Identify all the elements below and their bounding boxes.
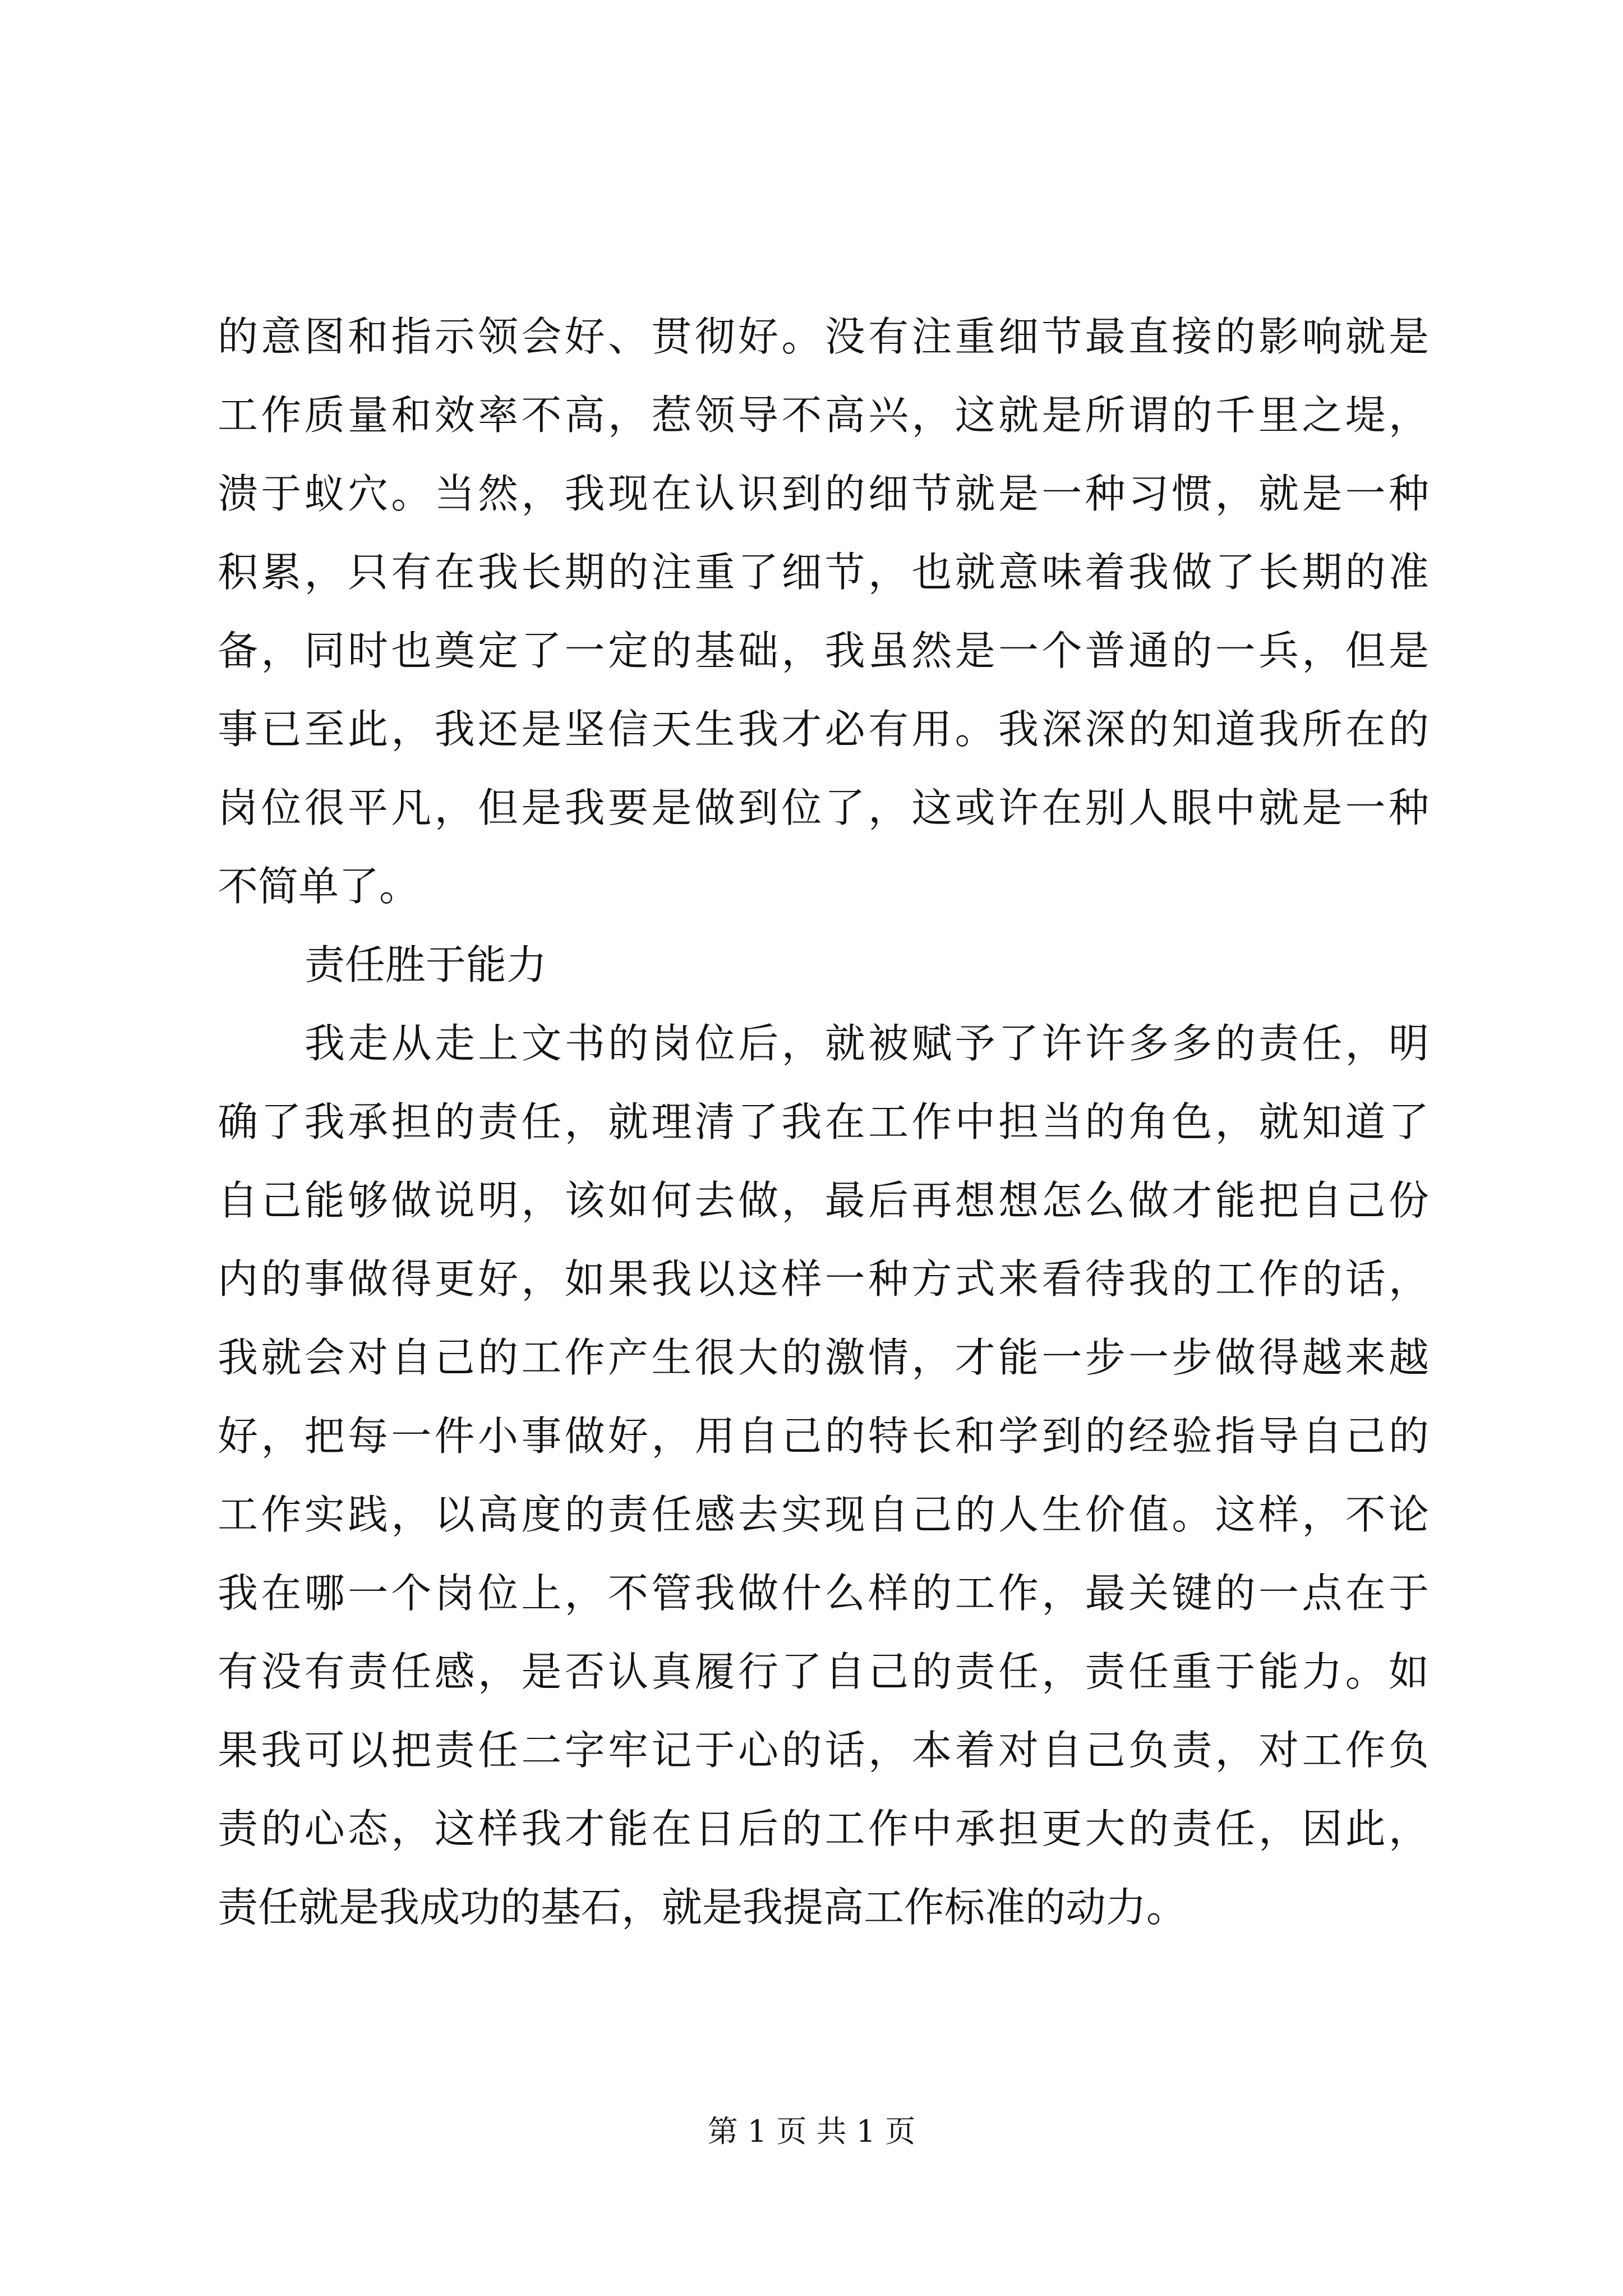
text-line-13: 内的事做得更好，如果我以这样一种方式来看待我的工作的话， xyxy=(218,1255,1429,1303)
text-line-6: 事已至此，我还是坚信天生我才必有用。我深深的知道我所在的 xyxy=(218,706,1429,753)
text-line-10: 我走从走上文书的岗位后，就被赋予了许许多多的责任，明 xyxy=(305,1020,1429,1067)
text-line-5: 备，同时也奠定了一定的基础，我虽然是一个普通的一兵，但是 xyxy=(218,627,1429,674)
text-line-7: 岗位很平凡，但是我要是做到位了，这或许在别人眼中就是一种 xyxy=(218,784,1429,831)
text-line-17: 我在哪一个岗位上，不管我做什么样的工作，最关键的一点在于 xyxy=(218,1570,1429,1617)
text-line-4: 积累，只有在我长期的注重了细节，也就意味着我做了长期的准 xyxy=(218,549,1429,596)
text-line-15: 好，把每一件小事做好，用自己的特长和学到的经验指导自己的 xyxy=(218,1412,1429,1460)
text-line-1: 的意图和指示领会好、贯彻好。没有注重细节最直接的影响就是 xyxy=(218,313,1429,360)
text-line-20: 责的心态，这样我才能在日后的工作中承担更大的责任，因此， xyxy=(218,1805,1429,1852)
text-line-11: 确了我承担的责任，就理清了我在工作中担当的角色，就知道了 xyxy=(218,1098,1429,1145)
text-line-16: 工作实践，以高度的责任感去实现自己的人生价值。这样，不论 xyxy=(218,1491,1429,1538)
document-body xyxy=(218,297,1429,1947)
page-footer: 第 1 页 共 1 页 xyxy=(707,2114,916,2149)
text-line-12: 自己能够做说明，该如何去做，最后再想想怎么做才能把自己份 xyxy=(218,1177,1429,1224)
text-line-21: 责任就是我成功的基石，就是我提高工作标准的动力。 xyxy=(218,1884,1187,1931)
text-line-8: 不简单了。 xyxy=(218,863,420,910)
text-line-2: 工作质量和效率不高，惹领导不高兴，这就是所谓的千里之堤， xyxy=(218,392,1429,439)
text-line-19: 果我可以把责任二字牢记于心的话，本着对自己负责，对工作负 xyxy=(218,1727,1429,1774)
text-line-3: 溃于蚁穴。当然，我现在认识到的细节就是一种习惯，就是一种 xyxy=(218,470,1429,517)
section-heading: 责任胜于能力 xyxy=(305,941,547,988)
text-line-14: 我就会对自己的工作产生很大的激情，才能一步一步做得越来越 xyxy=(218,1334,1429,1381)
text-line-18: 有没有责任感，是否认真履行了自己的责任，责任重于能力。如 xyxy=(218,1648,1429,1695)
